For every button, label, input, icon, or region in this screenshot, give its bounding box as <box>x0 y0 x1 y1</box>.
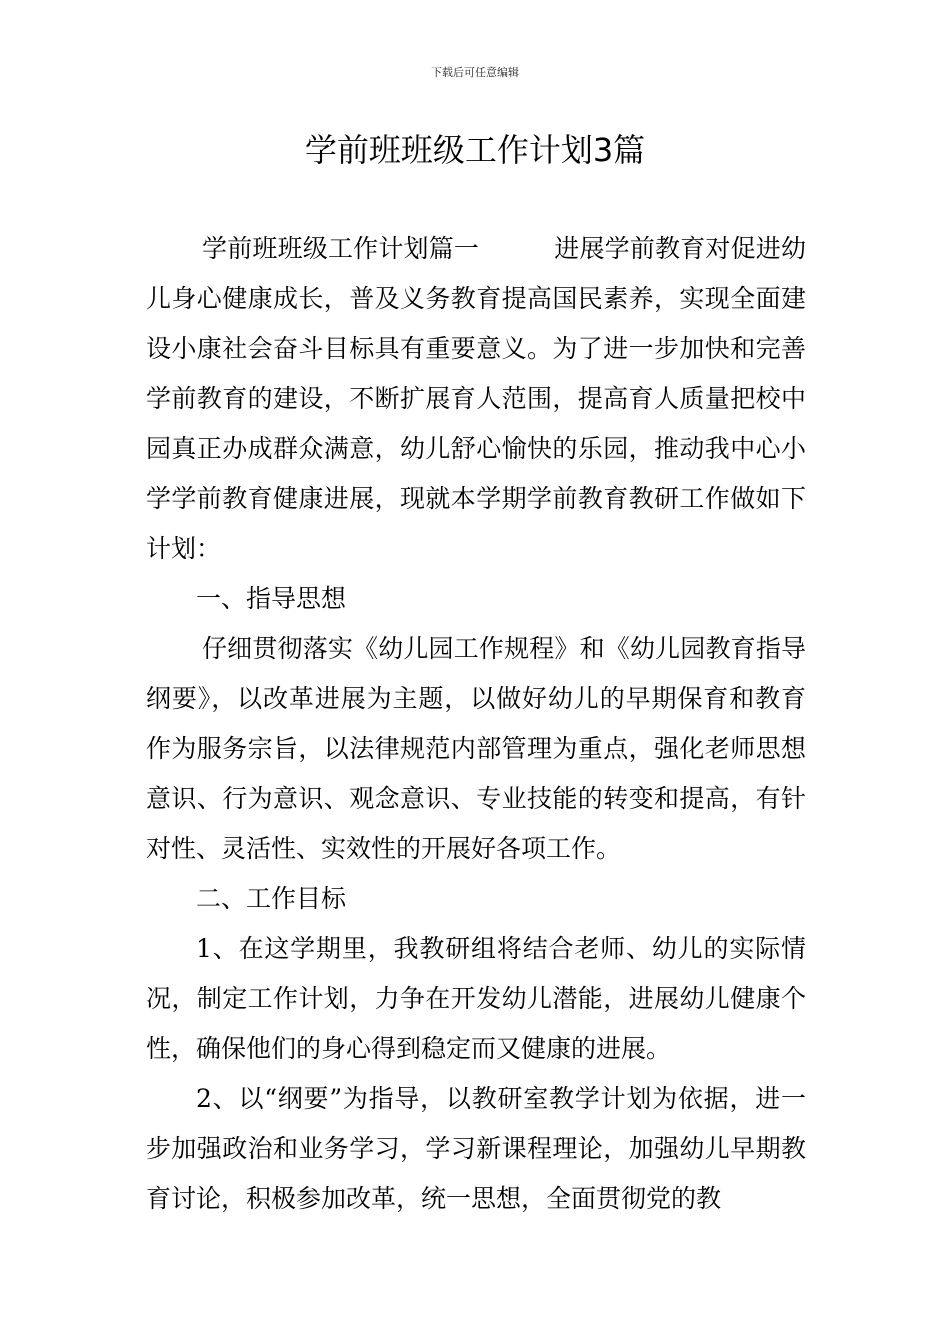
paragraph-intro <box>146 224 806 574</box>
section-heading-guiding: 一、指导思想 <box>196 584 347 613</box>
paragraph-goal-2: 2、以“纲要”为指导，以教研室教学计划为依据，进一步加强政治和业务学习，学习新课程理论，加强幼儿早期教育讨论，积极参加改革，统一思想，全面贯彻党的教 <box>146 1084 806 1213</box>
paragraph-goal-1: 1、在这学期里，我教研组将结合老师、幼儿的实际情况，制定工作计划，力争在开发幼儿潜能，进展幼儿健康个性，确保他们的身心得到稳定而又健康的进展。 <box>146 934 806 1063</box>
page-title: 学前班班级工作计划3篇 <box>304 131 646 169</box>
section-heading-goals: 二、工作目标 <box>196 884 347 913</box>
paragraph-guiding: 仔细贯彻落实《幼儿园工作规程》和《幼儿园教育指导纲要》，以改革进展为主题，以做好幼儿的早期保育和教育作为服务宗旨，以法律规范内部管理为重点，强化老师思想意识、行为意识、观念意识、专业技能的转变和提高，有针对性、灵活性、实效性的开展好各项工作。 <box>146 634 806 863</box>
intro-text: 进展学前教育对促进幼儿身心健康成长，普及义务教育提高国民素养，实现全面建设小康社会奋斗目标具有重要意义。为了进一步加快和完善学前教育的建设，不断扩展育人范围，提高育人质量把校中园真正办成群众满意，幼儿舒心愉快的乐园，推动我中心小学学前教育健康进展，现就本学期学前教育教研工作做如下计划： <box>146 234 806 563</box>
intro-lead: 学前班班级工作计划篇一 <box>202 234 480 263</box>
header-note: 下载后可任意编辑 <box>431 66 519 79</box>
document-body <box>146 224 806 1224</box>
